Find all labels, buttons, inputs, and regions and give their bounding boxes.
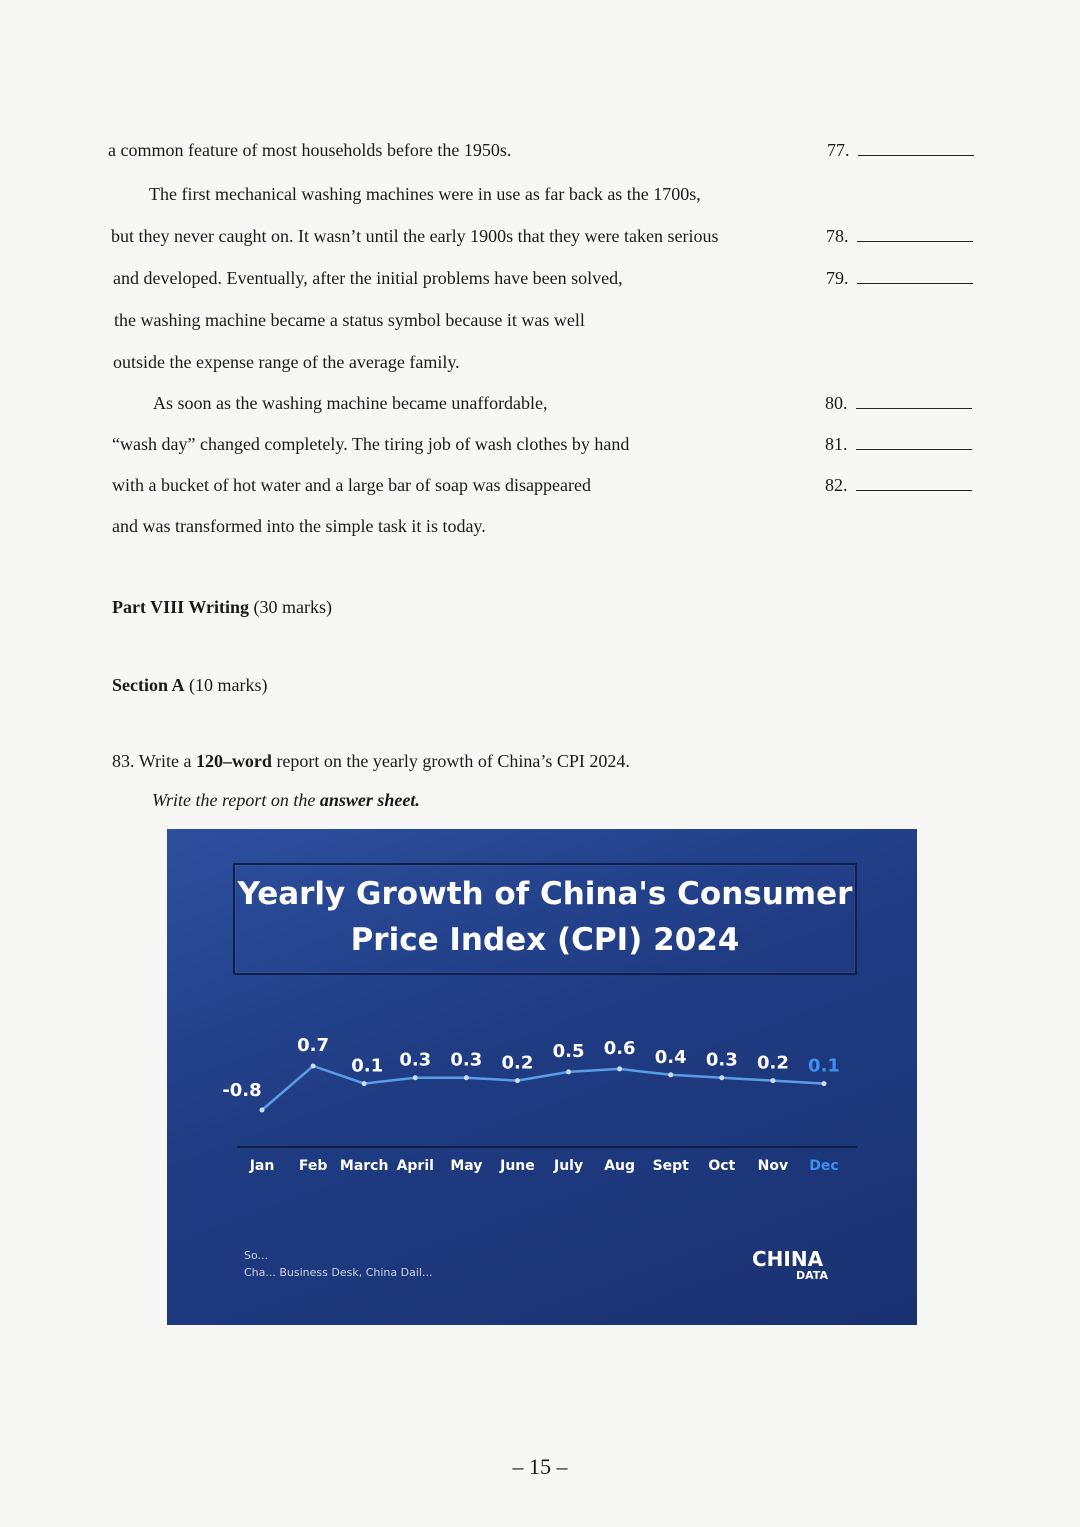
question-text-pre: Write a <box>138 751 192 771</box>
data-point-feb <box>311 1064 316 1069</box>
x-tick-nov: Nov <box>757 1158 789 1174</box>
china-data-logo <box>752 1247 828 1282</box>
chart-source-line-2: Cha... Business Desk, China Dail... <box>244 1266 433 1279</box>
data-label-april: 0.3 <box>399 1049 432 1071</box>
x-tick-feb: Feb <box>298 1158 328 1174</box>
answer-blank-81[interactable] <box>825 434 972 455</box>
question-text-post: report on the yearly growth of China’s CPI 2024. <box>276 751 630 771</box>
blank-number: 80. <box>825 393 848 413</box>
answer-blank-78[interactable] <box>826 226 973 247</box>
passage-line-8: “wash day” changed completely. The tiring job of wash clothes by hand <box>112 434 630 454</box>
data-point-oct <box>719 1075 724 1080</box>
data-label-aug: 0.6 <box>603 1037 636 1059</box>
data-label-july: 0.5 <box>552 1040 585 1062</box>
blank-number: 78. <box>826 226 849 246</box>
x-tick-may: May <box>450 1158 483 1174</box>
x-tick-sept: Sept <box>652 1158 689 1174</box>
part-marks: (30 marks) <box>253 597 332 617</box>
chart-title-line-1: Yearly Growth of China's Consumer <box>237 876 853 912</box>
question-83 <box>112 751 630 772</box>
passage-line-2: The first mechanical washing machines were in use as far back as the 1700s, <box>149 184 701 204</box>
data-label-feb: 0.7 <box>297 1035 330 1056</box>
x-tick-jan: Jan <box>249 1158 275 1174</box>
x-tick-june: June <box>500 1158 535 1174</box>
part-title: Part VIII Writing <box>112 597 250 617</box>
passage-line-4: and developed. Eventually, after the initial problems have been solved, <box>113 268 623 288</box>
x-tick-july: July <box>553 1158 584 1174</box>
answer-blank-82[interactable] <box>825 475 972 496</box>
blank-number: 79. <box>826 268 849 288</box>
data-point-aug <box>617 1066 622 1071</box>
logo-text: CHINA <box>752 1247 824 1271</box>
passage-line-5: the washing machine became a status symbol because it was well <box>114 310 585 330</box>
passage-line-10: and was transformed into the simple task it is today. <box>112 516 486 536</box>
page-number: – 15 – <box>512 1454 568 1479</box>
data-label-march: 0.1 <box>351 1055 384 1077</box>
section-title: Section A <box>112 675 185 695</box>
section-heading <box>112 675 268 696</box>
data-point-jan <box>260 1108 265 1113</box>
passage-line-6: outside the expense range of the average family. <box>113 352 460 372</box>
data-point-june <box>515 1078 520 1083</box>
data-label-oct: 0.3 <box>705 1049 738 1071</box>
chart-title-line-2: Price Index (CPI) 2024 <box>350 922 740 958</box>
x-tick-aug: Aug <box>604 1158 636 1174</box>
data-point-sept <box>668 1072 673 1077</box>
cpi-series-line <box>262 1066 824 1110</box>
answer-blank-77[interactable] <box>827 140 974 161</box>
question-word-count: 120–word <box>195 751 272 771</box>
data-label-nov: 0.2 <box>756 1052 789 1074</box>
data-label-dec: 0.1 <box>808 1055 840 1077</box>
passage-line-7: As soon as the washing machine became unaffordable, <box>153 393 548 413</box>
x-tick-dec: Dec <box>809 1158 839 1174</box>
question-number: 83. <box>112 751 135 771</box>
part-heading <box>112 597 332 618</box>
data-label-may: 0.3 <box>450 1049 483 1071</box>
blank-number: 82. <box>825 475 848 495</box>
data-point-dec <box>822 1081 827 1086</box>
passage-line-1: a common feature of most households before the 1950s. <box>108 140 512 160</box>
x-tick-march: March <box>339 1158 389 1174</box>
data-label-jan: -0.8 <box>222 1080 262 1101</box>
blank-number: 77. <box>827 140 850 160</box>
cpi-chart <box>167 829 917 1325</box>
section-marks: (10 marks) <box>189 675 268 695</box>
answer-blank-80[interactable] <box>825 393 972 414</box>
data-label-sept: 0.4 <box>654 1046 687 1068</box>
data-point-march <box>362 1081 367 1086</box>
data-label-june: 0.2 <box>501 1052 534 1074</box>
x-tick-oct: Oct <box>708 1158 736 1174</box>
chart-source-line-1: So... <box>244 1249 269 1262</box>
logo-subtext: DATA <box>796 1269 828 1282</box>
data-point-nov <box>770 1078 775 1083</box>
x-tick-april: April <box>396 1158 434 1174</box>
data-point-july <box>566 1069 571 1074</box>
instruction-text: Write the report on the <box>152 790 316 810</box>
data-point-april <box>413 1075 418 1080</box>
answer-blank-79[interactable] <box>826 268 973 289</box>
blank-number: 81. <box>825 434 848 454</box>
question-instruction <box>152 790 420 811</box>
passage-line-3: but they never caught on. It wasn’t until the early 1900s that they were taken serious <box>111 226 719 246</box>
passage-line-9: with a bucket of hot water and a large bar of soap was disappeared <box>112 475 591 495</box>
instruction-bold: answer sheet. <box>319 790 420 810</box>
data-point-may <box>464 1075 469 1080</box>
